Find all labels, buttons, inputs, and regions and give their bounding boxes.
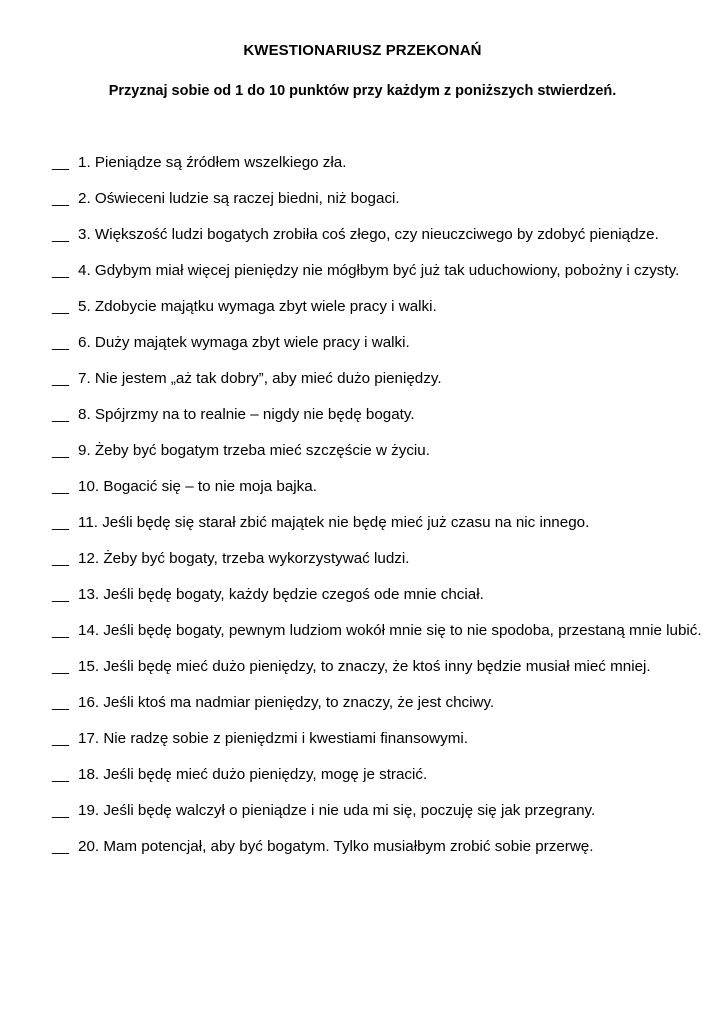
score-blank: __	[52, 190, 69, 207]
score-blank: __	[52, 298, 69, 315]
score-blank: __	[52, 550, 69, 567]
statement-item	[52, 294, 707, 320]
score-blank: __	[52, 370, 69, 387]
statement-item	[52, 186, 707, 212]
statement-item	[52, 798, 707, 824]
statement-text: 17. Nie radzę sobie z pieniędzmi i kwestiami finansowymi.	[78, 730, 468, 747]
statement-item	[52, 654, 707, 680]
statement-item	[52, 150, 707, 176]
score-blank: __	[52, 442, 69, 459]
score-blank: __	[52, 478, 69, 495]
statement-item	[52, 618, 707, 644]
statement-text: 2. Oświeceni ludzie są raczej biedni, niż bogaci.	[78, 190, 400, 207]
score-blank: __	[52, 694, 69, 711]
statement-text: 19. Jeśli będę walczył o pieniądze i nie uda mi się, poczuję się jak przegrany.	[78, 802, 596, 819]
score-blank: __	[52, 622, 69, 639]
statement-item	[52, 690, 707, 716]
score-blank: __	[52, 730, 69, 747]
statement-item	[52, 402, 707, 428]
statement-item	[52, 834, 707, 860]
statement-item	[52, 474, 707, 500]
statement-text: 11. Jeśli będę się starał zbić majątek nie będę mieć już czasu na nic innego.	[78, 514, 590, 531]
score-blank: __	[52, 226, 69, 243]
statement-text: 20. Mam potencjał, aby być bogatym. Tylko musiałbym zrobić sobie przerwę.	[78, 838, 594, 855]
statement-text: 5. Zdobycie majątku wymaga zbyt wiele pracy i walki.	[78, 298, 437, 315]
statement-text: 15. Jeśli będę mieć dużo pieniędzy, to znaczy, że ktoś inny będzie musiał mieć mniej.	[78, 658, 651, 675]
statement-text: 8. Spójrzmy na to realnie – nigdy nie będę bogaty.	[78, 406, 415, 423]
statement-text: 1. Pieniądze są źródłem wszelkiego zła.	[78, 154, 347, 171]
score-blank: __	[52, 766, 69, 783]
score-blank: __	[52, 514, 69, 531]
statement-text: 12. Żeby być bogaty, trzeba wykorzystywać ludzi.	[78, 550, 410, 567]
score-blank: __	[52, 406, 69, 423]
score-blank: __	[52, 262, 69, 279]
statement-text: 16. Jeśli ktoś ma nadmiar pieniędzy, to znaczy, że jest chciwy.	[78, 694, 495, 711]
statement-text: 6. Duży majątek wymaga zbyt wiele pracy i walki.	[78, 334, 410, 351]
statement-item	[52, 582, 707, 608]
statement-item	[52, 762, 707, 788]
statement-text: 10. Bogacić się – to nie moja bajka.	[78, 478, 317, 495]
score-blank: __	[52, 838, 69, 855]
document-instruction: Przyznaj sobie od 1 do 10 punktów przy każdym z poniższych stwierdzeń.	[108, 83, 617, 99]
statement-text: 13. Jeśli będę bogaty, każdy będzie czegoś ode mnie chciał.	[78, 586, 484, 603]
statement-item	[52, 366, 707, 392]
statement-text: 7. Nie jestem „aż tak dobry”, aby mieć dużo pieniędzy.	[78, 370, 442, 387]
document-title: KWESTIONARIUSZ PRZEKONAŃ	[243, 42, 482, 59]
statement-item	[52, 438, 707, 464]
statement-item	[52, 726, 707, 752]
statement-item	[52, 258, 707, 284]
score-blank: __	[52, 658, 69, 675]
score-blank: __	[52, 586, 69, 603]
statement-item	[52, 330, 707, 356]
score-blank: __	[52, 334, 69, 351]
score-blank: __	[52, 802, 69, 819]
score-blank: __	[52, 154, 69, 171]
statement-item	[52, 510, 707, 536]
statement-item	[52, 222, 707, 248]
statement-text: 18. Jeśli będę mieć dużo pieniędzy, mogę je stracić.	[78, 766, 428, 783]
statement-list	[52, 150, 707, 870]
statement-text: 4. Gdybym miał więcej pieniędzy nie mógłbym być już tak uduchowiony, pobożny i czysty.	[78, 262, 680, 279]
statement-text: 14. Jeśli będę bogaty, pewnym ludziom wokół mnie się to nie spodoba, przestaną mnie lubić.	[78, 622, 702, 639]
statement-text: 3. Większość ludzi bogatych zrobiła coś złego, czy nieuczciwego by zdobyć pieniądze.	[78, 226, 659, 243]
statement-text: 9. Żeby być bogatym trzeba mieć szczęście w życiu.	[78, 442, 430, 459]
statement-item	[52, 546, 707, 572]
